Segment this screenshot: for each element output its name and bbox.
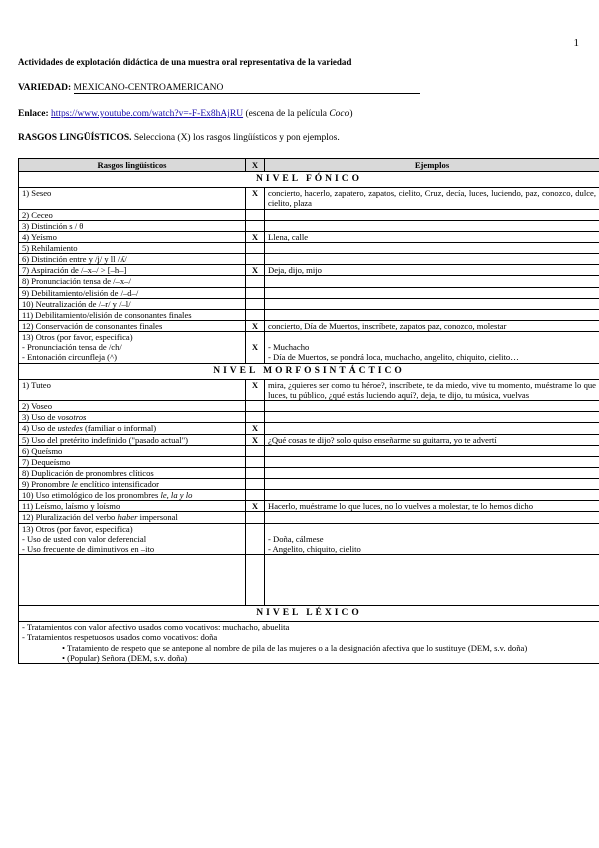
spacer-row	[19, 555, 599, 606]
example-cell	[265, 490, 599, 501]
example-cell	[265, 298, 599, 309]
x-mark-cell	[246, 523, 265, 554]
feature-cell	[19, 479, 246, 490]
table-row	[19, 276, 599, 287]
example-cell	[265, 401, 599, 412]
feature-cell: 5) Rehilamiento	[19, 243, 246, 254]
table-row	[19, 434, 599, 445]
x-mark: X	[251, 342, 259, 353]
x-mark-cell	[246, 467, 265, 478]
feature-line: - Uso de usted con valor deferencial	[22, 533, 147, 544]
feature-cell: 11) Leísmo, laísmo y loísmo	[19, 501, 246, 512]
x-mark-cell	[246, 512, 265, 523]
example-cell: Llena, calle	[265, 231, 599, 242]
feature-cell: 1) Seseo	[19, 188, 246, 209]
feature-cell	[19, 490, 246, 501]
example-line: - Día de Muertos, se pondrá loca, muchacho, angelito, chiquito, cielito…	[268, 352, 519, 363]
table-row	[19, 231, 599, 242]
table-row-otros	[19, 523, 599, 554]
table-row	[19, 243, 599, 254]
table-header-row	[19, 159, 599, 172]
example-cell	[265, 209, 599, 220]
example-cell	[265, 445, 599, 456]
feature-cell	[19, 332, 246, 363]
link-note-before: (escena de la película	[245, 109, 330, 119]
lexico-bullet: • Tratamiento de respeto que se antepone al nombre de pila de las mujeres o a la designación afectiva que lo sustituye (DEM, s.v. doña)	[62, 642, 528, 653]
feature-cell: 9) Debilitamiento/elisión de /–d–/	[19, 287, 246, 298]
table-row	[19, 445, 599, 456]
section-title: NIVEL LÉXICO	[19, 606, 599, 622]
example-cell	[265, 243, 599, 254]
feature-text: (familiar o informal)	[82, 423, 157, 434]
example-line	[268, 332, 596, 342]
feature-line: - Entonación circunfleja (^)	[22, 352, 117, 363]
feature-cell: 7) Aspiración de /–x–/ > [–h–]	[19, 265, 246, 276]
example-line	[268, 524, 596, 534]
table-row	[19, 423, 599, 434]
feature-italic: le, la y lo	[160, 490, 193, 501]
instructions-text: Selecciona (X) los rasgos lingüísticos y pon ejemplos.	[131, 133, 340, 143]
example-cell	[265, 276, 599, 287]
link-label: Enlace:	[18, 109, 49, 119]
lexico-bullet: • (Popular) Señora (DEM, s.v. doña)	[62, 652, 188, 663]
x-mark-cell: X	[246, 423, 265, 434]
variety-line	[18, 83, 420, 94]
instructions	[18, 133, 340, 143]
variety-value: MEXICANO-CENTROAMERICANO	[74, 83, 420, 94]
example-cell	[265, 287, 599, 298]
table-row	[19, 401, 599, 412]
feature-cell	[19, 412, 246, 423]
document-title: Actividades de explotación didáctica de una muestra oral representativa de la variedad	[18, 57, 352, 67]
feature-italic: le	[71, 479, 78, 490]
example-line: - Muchacho	[268, 342, 310, 353]
feature-italic: ustedes	[57, 423, 83, 434]
feature-cell	[19, 423, 246, 434]
example-cell	[265, 456, 599, 467]
x-mark-cell: X	[246, 501, 265, 512]
table-body	[19, 172, 599, 664]
x-mark-cell: X	[246, 434, 265, 445]
feature-text: impersonal	[137, 512, 178, 523]
x-mark-cell	[246, 401, 265, 412]
section-fonico	[19, 172, 599, 188]
table-row	[19, 188, 599, 209]
x-mark-cell	[246, 287, 265, 298]
example-cell: Hacerlo, muéstrame lo que luces, no lo vuelves a molestar, te lo hemos dicho	[265, 501, 599, 512]
header-examples: Ejemplos	[265, 159, 599, 172]
spacer-cell	[246, 555, 265, 606]
x-mark-cell	[246, 490, 265, 501]
feature-cell: 6) Queísmo	[19, 445, 246, 456]
table-row	[19, 254, 599, 265]
feature-cell: 2) Voseo	[19, 401, 246, 412]
feature-text: 3) Uso de	[22, 412, 58, 423]
video-link[interactable]: https://www.youtube.com/watch?v=-F-Ex8hAjRU	[50, 109, 244, 119]
feature-italic: vosotros	[57, 412, 87, 423]
x-mark-cell	[246, 276, 265, 287]
example-cell	[265, 220, 599, 231]
lexico-cell	[19, 622, 599, 664]
spacer-cell	[265, 555, 599, 606]
table-row	[19, 321, 599, 332]
feature-cell	[19, 512, 246, 523]
spacer-cell	[19, 555, 246, 606]
example-cell	[265, 254, 599, 265]
x-mark-cell	[246, 298, 265, 309]
feature-cell: 5) Uso del pretérito indefinido ("pasado actual")	[19, 434, 246, 445]
feature-text: 12) Pluralización del verbo	[22, 512, 118, 523]
table-row	[19, 265, 599, 276]
table-row	[19, 412, 599, 423]
feature-text: enclítico intensificador	[77, 479, 159, 490]
feature-line: - Uso frecuente de diminutivos en –ito	[22, 543, 155, 554]
feature-line: 13) Otros (por favor, especifica)	[22, 332, 133, 343]
x-mark-cell	[246, 209, 265, 220]
feature-cell: 6) Distinción entre y /ʝ/ y ll /ʎ/	[19, 254, 246, 265]
x-mark-cell: X	[246, 321, 265, 332]
x-mark-cell: X	[246, 188, 265, 209]
example-line: - Doña, cálmese	[268, 533, 324, 544]
x-mark-cell	[246, 220, 265, 231]
x-mark-cell	[246, 332, 265, 363]
feature-line: - Pronunciación tensa de /ch/	[22, 342, 122, 353]
instructions-label: RASGOS LINGÜÍSTICOS.	[18, 133, 132, 143]
feature-line: 13) Otros (por favor, especifica)	[22, 523, 133, 534]
feature-text: 4) Uso de	[22, 423, 58, 434]
feature-cell: 12) Conservación de consonantes finales	[19, 321, 246, 332]
section-lexico	[19, 606, 599, 622]
example-cell: concierto, hacerlo, zapatero, zapatos, cielito, Cruz, decía, luces, luciendo, paz, conozco, dulce, cielito, plaza	[265, 188, 599, 209]
features-table	[18, 158, 599, 664]
feature-cell: 11) Debilitamiento/elisión de consonantes finales	[19, 309, 246, 320]
feature-cell: 7) Dequeísmo	[19, 456, 246, 467]
x-mark-cell: X	[246, 379, 265, 400]
feature-italic: haber	[117, 512, 138, 523]
section-morfosintactico	[19, 363, 599, 379]
table-row	[19, 501, 599, 512]
table-row	[19, 298, 599, 309]
feature-text: 9) Pronombre	[22, 479, 72, 490]
link-note-after: )	[349, 109, 353, 119]
table-row	[19, 220, 599, 231]
example-cell: ¿Qué cosas te dijo? solo quiso enseñarme su guitarra, yo te advertí	[265, 434, 599, 445]
table-row	[19, 209, 599, 220]
table-row	[19, 456, 599, 467]
page-number: 1	[573, 37, 579, 49]
feature-cell: 1) Tuteo	[19, 379, 246, 400]
table-row	[19, 467, 599, 478]
table-row	[19, 490, 599, 501]
section-title: NIVEL MORFOSINTÁCTICO	[19, 363, 599, 379]
example-cell	[265, 523, 599, 554]
example-cell: Deja, dijo, mijo	[265, 265, 599, 276]
feature-cell	[19, 523, 246, 554]
link-line	[18, 109, 353, 119]
x-mark-cell: X	[246, 265, 265, 276]
feature-cell: 8) Pronunciación tensa de /–x–/	[19, 276, 246, 287]
link-note-film: Coco	[329, 109, 350, 119]
feature-cell: 2) Ceceo	[19, 209, 246, 220]
example-cell	[265, 512, 599, 523]
example-cell: concierto, Día de Muertos, inscríbete, zapatos paz, conozco, molestar	[265, 321, 599, 332]
feature-cell: 3) Distinción s / θ	[19, 220, 246, 231]
table-row-otros	[19, 332, 599, 363]
example-cell: mira, ¿quieres ser como tu héroe?, inscríbete, te da miedo, vive tu momento, muéstrame lo que luces, tu público, ¿qué estás luciendo aquí?, deja, te dijo, tu música, vuelvas	[265, 379, 599, 400]
x-mark-cell	[246, 445, 265, 456]
x-mark-cell: X	[246, 231, 265, 242]
example-cell	[265, 467, 599, 478]
x-mark-cell	[246, 456, 265, 467]
header-features: Rasgos lingüísticos	[19, 159, 246, 172]
x-mark-cell	[246, 309, 265, 320]
feature-cell: 8) Duplicación de pronombres clíticos	[19, 467, 246, 478]
feature-text: 10) Uso etimológico de los pronombres	[22, 490, 161, 501]
lexico-line: - Tratamientos con valor afectivo usados como vocativos: muchacho, abuelita	[22, 622, 290, 633]
lexico-line: - Tratamientos respetuosos usados como vocativos: doña	[22, 632, 218, 643]
example-cell	[265, 479, 599, 490]
table-row	[19, 379, 599, 400]
feature-cell: 10) Neutralización de /–r/ y /–l/	[19, 298, 246, 309]
example-cell	[265, 423, 599, 434]
x-mark-cell	[246, 243, 265, 254]
example-cell	[265, 332, 599, 363]
section-title: NIVEL FÓNICO	[19, 172, 599, 188]
example-cell	[265, 309, 599, 320]
table-row	[19, 479, 599, 490]
lexico-row	[19, 622, 599, 664]
x-mark-cell	[246, 412, 265, 423]
feature-cell: 4) Yeísmo	[19, 231, 246, 242]
table-row	[19, 512, 599, 523]
example-cell	[265, 412, 599, 423]
header-x: X	[246, 159, 265, 172]
table-row	[19, 287, 599, 298]
example-line: - Angelito, chiquito, cielito	[268, 543, 361, 554]
variety-label: VARIEDAD:	[18, 83, 72, 93]
x-mark-cell	[246, 254, 265, 265]
x-mark-cell	[246, 479, 265, 490]
table-row	[19, 309, 599, 320]
